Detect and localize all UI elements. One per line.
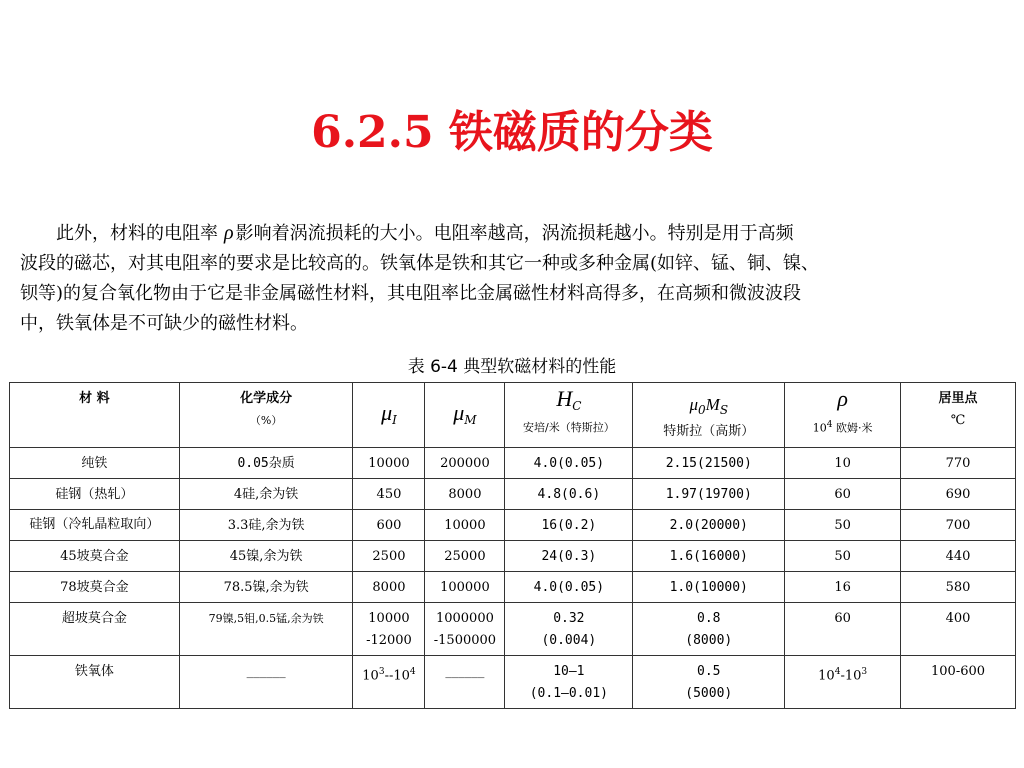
value-base: 10 — [362, 668, 379, 684]
cell-ms: 1.6(16000) — [633, 541, 785, 572]
subscript: I — [392, 412, 397, 427]
value-line: (5000) — [685, 686, 733, 701]
header-curie-point — [901, 383, 1016, 448]
cell-composition: 79镍,5钼,0.5锰,余为铁 — [179, 603, 353, 656]
cell-mu-i: 10000 — [353, 448, 425, 479]
cell-curie: 690 — [901, 479, 1016, 510]
header-saturation — [633, 383, 785, 448]
m-symbol: M — [705, 395, 720, 414]
header-max-permeability — [425, 383, 505, 448]
cell-rho: 60 — [785, 479, 901, 510]
cell-curie: 100-600 — [901, 656, 1016, 709]
cell-ms — [633, 603, 785, 656]
header-label: 居里点 — [938, 391, 978, 406]
cell-material: 硅钢（冷轧晶粒取向） — [10, 510, 180, 541]
cell-rho: 50 — [785, 510, 901, 541]
value-line: (0.004) — [541, 633, 597, 648]
subscript: S — [719, 403, 729, 417]
table-header-row — [10, 383, 1016, 448]
cell-rho: 10 — [785, 448, 901, 479]
cell-mu-m: 25000 — [425, 541, 505, 572]
value-base: --10 — [384, 668, 410, 684]
value-base: -10 — [840, 668, 862, 684]
unit-exponent: 4 — [826, 420, 833, 430]
cell-mu-m: 200000 — [425, 448, 505, 479]
cell-mu-i: 450 — [353, 479, 425, 510]
cell-mu-m: 8000 — [425, 479, 505, 510]
value-line: 0.8 — [697, 611, 721, 626]
cell-mu-m: ______ — [425, 656, 505, 709]
value-line: 1000000 — [435, 611, 494, 626]
cell-composition: 3.3硅,余为铁 — [179, 510, 353, 541]
body-paragraph — [20, 218, 1020, 339]
cell-hc: 24(0.3) — [505, 541, 633, 572]
cell-rho: 60 — [785, 603, 901, 656]
cell-composition: 0.05杂质 — [179, 448, 353, 479]
cell-curie: 580 — [901, 572, 1016, 603]
cell-ms: 2.0(20000) — [633, 510, 785, 541]
cell-curie: 700 — [901, 510, 1016, 541]
cell-mu-m — [425, 603, 505, 656]
value-exponent: 3 — [378, 667, 385, 677]
header-resistivity — [785, 383, 901, 448]
cell-curie: 770 — [901, 448, 1016, 479]
cell-rho — [785, 656, 901, 709]
cell-material: 45坡莫合金 — [10, 541, 180, 572]
paragraph-text: 影响着涡流损耗的大小。电阻率越高，涡流损耗越小。特别是用于高频 — [235, 223, 794, 244]
table-row — [10, 448, 1016, 479]
mu-symbol: μ — [689, 395, 698, 414]
cell-mu-m: 10000 — [425, 510, 505, 541]
cell-mu-i: 8000 — [353, 572, 425, 603]
cell-hc: 4.8(0.6) — [505, 479, 633, 510]
mu-symbol: μ — [453, 399, 465, 425]
cell-ms: 1.97(19700) — [633, 479, 785, 510]
value-exponent: 3 — [861, 667, 868, 677]
paragraph-line-1 — [20, 218, 1020, 249]
cell-mu-m: 100000 — [425, 572, 505, 603]
header-coercivity — [505, 383, 633, 448]
table-row — [10, 479, 1016, 510]
cell-mu-i — [353, 603, 425, 656]
cell-hc — [505, 603, 633, 656]
h-symbol: H — [556, 386, 573, 411]
value-line: 0.5 — [697, 664, 721, 679]
cell-material: 78坡莫合金 — [10, 572, 180, 603]
cell-curie: 440 — [901, 541, 1016, 572]
value-line: (8000) — [685, 633, 733, 648]
header-unit: ℃ — [950, 413, 966, 428]
subscript: M — [464, 412, 477, 427]
cell-ms: 2.15(21500) — [633, 448, 785, 479]
value-line: 10—1 — [553, 664, 585, 679]
slide-title: 6.2.5 铁磁质的分类 — [311, 107, 713, 158]
table-row — [10, 510, 1016, 541]
header-composition — [179, 383, 353, 448]
table-row — [10, 603, 1016, 656]
table-caption: 表 6-4 典型软磁材料的性能 — [407, 357, 617, 377]
table-row — [10, 656, 1016, 709]
cell-hc: 16(0.2) — [505, 510, 633, 541]
value-line: -12000 — [366, 633, 412, 648]
value-exponent: 4 — [834, 667, 841, 677]
cell-rho: 50 — [785, 541, 901, 572]
header-unit: 特斯拉（高斯） — [663, 424, 755, 439]
cell-ms: 1.0(10000) — [633, 572, 785, 603]
subscript: 0 — [698, 403, 706, 417]
table-row — [10, 541, 1016, 572]
paragraph-line-2: 波段的磁芯，对其电阻率的要求是比较高的。铁氧体是铁和其它一种或多种金属(如锌、锰、铜、镍、 — [20, 253, 820, 274]
cell-composition: 4硅,余为铁 — [179, 479, 353, 510]
paragraph-text: 此外，材料的电阻率 — [56, 223, 218, 244]
soft-magnetic-materials-table — [9, 382, 1016, 709]
cell-composition: ______ — [179, 656, 353, 709]
value-line: (0.1—0.01) — [529, 686, 608, 701]
cell-hc: 4.0(0.05) — [505, 572, 633, 603]
unit-text: 欧姆·米 — [832, 421, 873, 435]
cell-composition: 45镍,余为铁 — [179, 541, 353, 572]
value-line: 0.32 — [553, 611, 585, 626]
cell-mu-i: 600 — [353, 510, 425, 541]
cell-composition: 78.5镍,余为铁 — [179, 572, 353, 603]
cell-material: 纯铁 — [10, 448, 180, 479]
header-unit: （%） — [249, 414, 283, 427]
cell-mu-i — [353, 656, 425, 709]
mu-symbol: μ — [381, 399, 393, 425]
cell-hc: 4.0(0.05) — [505, 448, 633, 479]
paragraph-line-4: 中，铁氧体是不可缺少的磁性材料。 — [20, 313, 308, 334]
subscript: C — [572, 399, 582, 413]
cell-curie: 400 — [901, 603, 1016, 656]
table-row — [10, 572, 1016, 603]
unit-base: 10 — [812, 421, 827, 435]
header-unit: 安培/米（特斯拉） — [523, 421, 615, 434]
header-label: 化学成分 — [240, 391, 293, 406]
rho-symbol: ρ — [224, 222, 234, 244]
rho-symbol: ρ — [837, 386, 848, 411]
cell-material: 铁氧体 — [10, 656, 180, 709]
cell-ms — [633, 656, 785, 709]
value-exponent: 4 — [409, 667, 416, 677]
cell-material: 硅钢（热轧） — [10, 479, 180, 510]
cell-hc — [505, 656, 633, 709]
value-line: -1500000 — [433, 633, 497, 648]
header-material — [10, 383, 180, 448]
header-initial-permeability — [353, 383, 425, 448]
cell-mu-i: 2500 — [353, 541, 425, 572]
paragraph-line-3: 钡等)的复合氧化物由于它是非金属磁性材料，其电阻率比金属磁性材料高得多，在高频和微波波段 — [20, 283, 802, 304]
value-base: 10 — [818, 668, 835, 684]
cell-rho: 16 — [785, 572, 901, 603]
value-line: 10000 — [368, 611, 410, 626]
header-label: 材 料 — [79, 391, 110, 406]
cell-material: 超坡莫合金 — [10, 603, 180, 656]
